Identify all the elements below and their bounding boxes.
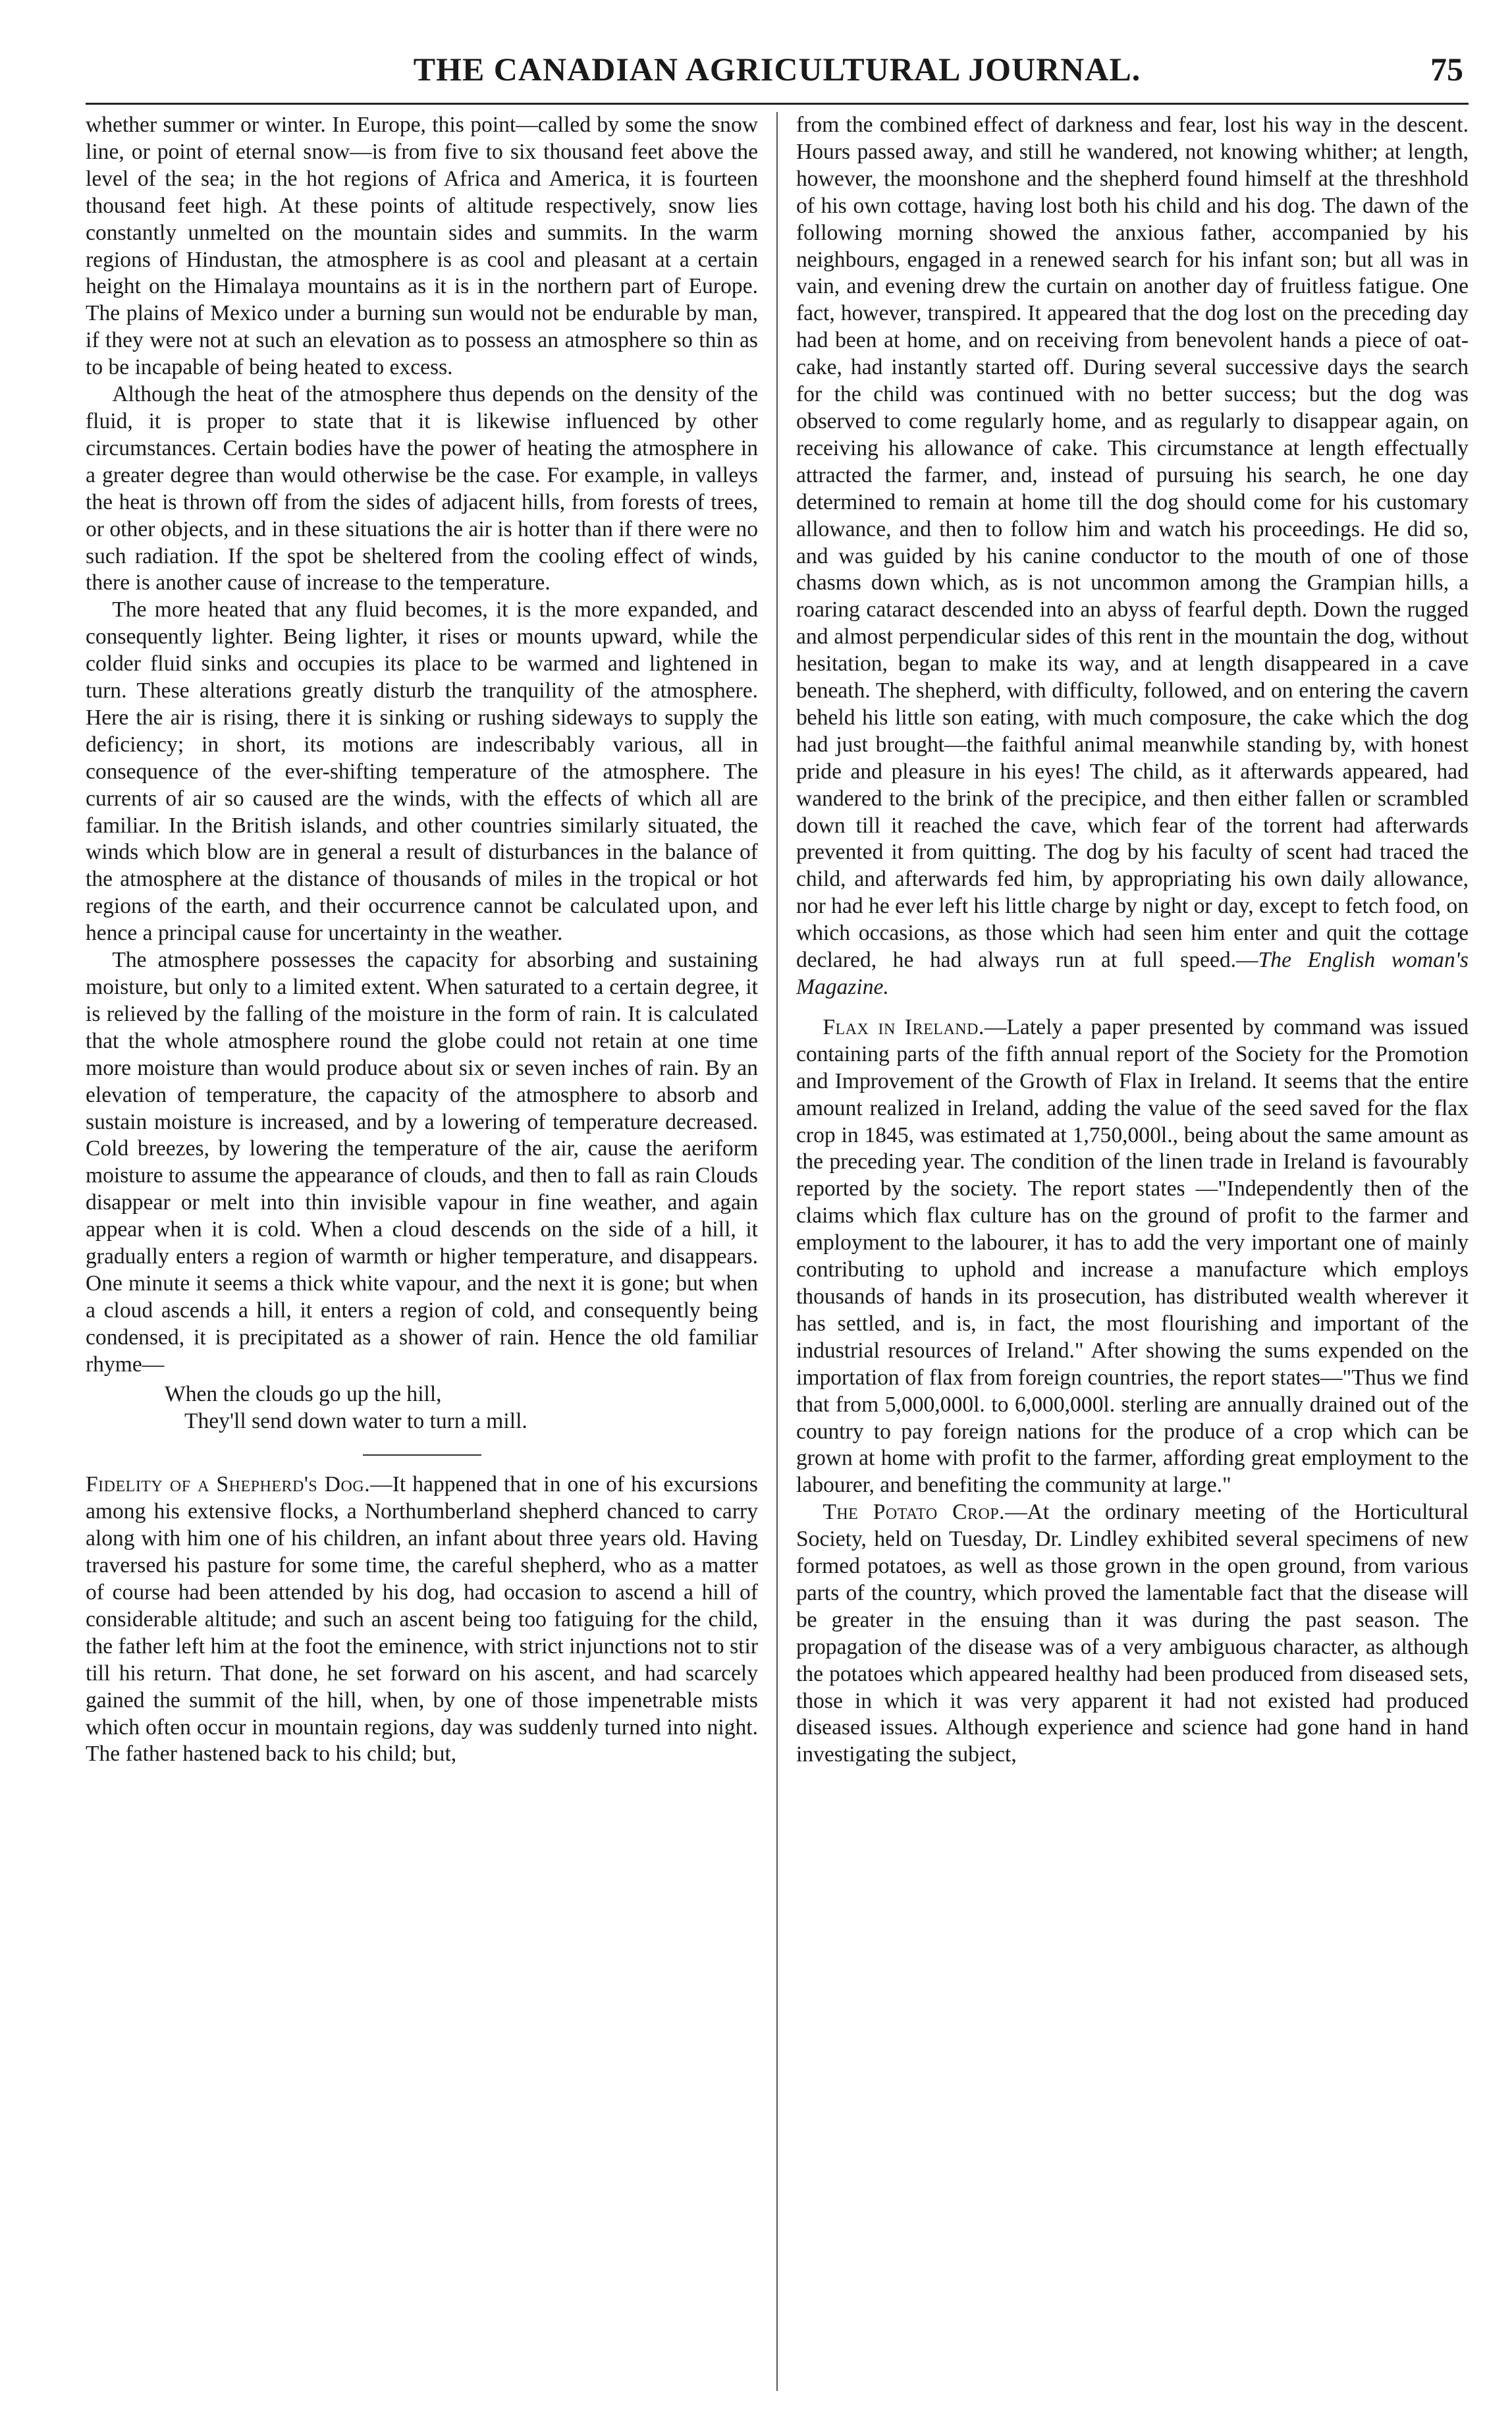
article-body: —It happened that in one of his excursions among his extensive flocks, a Northumberland shepherd chanced to carry along with him one of his children, an infant about three years old. Having traversed his pasture for some time, the careful shepherd, who as a matter of course had been attended by his dog, had occasion to ascend a hill of considerable altitude; and such an ascent being too fatiguing for the child, the father left him at the foot the eminence, with strict injunctions not to stir till his return. That done, he set forward on his ascent, and had scarcely gained the summit of the hill, when, by one of those impenetrable mists which often occur in mountain regions, day was suddenly turned into night. The father hastened back to his child; but, (86, 1472, 758, 1767)
paragraph-shepherd-continued (796, 112, 1469, 1001)
article-source: The English woman's Magazine. (796, 948, 1469, 999)
column-divider (776, 112, 778, 2391)
paragraph-moisture: The atmosphere possesses the capacity for absorbing and sustaining moisture, but only to a limited extent. When saturated to a certain degree, it is relieved by the falling of the moisture in the form of rain. It is calculated that the whole atmosphere round the globe could not retain at one time more moisture than would produce about six or seven inches of rain. By an elevation of temperature, the capacity of the atmosphere to absorb and sustain moisture is increased, and by a lowering of temperature decreased. Cold breezes, by lowering the temperature of the air, cause the aeriform moisture to assume the appearance of clouds, and then to fall as rain Clouds disappear or melt into thin invisible vapour in fine weather, and again appear when it is cold. When a cloud descends on the side of a hill, it gradually enters a region of warmth or higher temperature, and disappears. One minute it seems a thick white vapour, and the next it is gone; but when a cloud ascends a hill, it enters a region of cold, and consequently being condensed, it is precipitated as a shower of rain. Hence the old familiar rhyme— (86, 948, 758, 1377)
paragraph-heat-influence: Although the heat of the atmosphere thus depends on the density of the fluid, it is proper to state that it is likewise influenced by other circumstances. Certain bodies have the power of heating the atmosphere in a greater degree than would otherwise be the case. For example, in valleys the heat is thrown off from the sides of adjacent hills, from forests of trees, or other objects, and in these situations the air is hotter than if there were no such radiation. If the spot be sheltered from the cooling effect of winds, there is another cause of increase to the temperature. (86, 382, 758, 595)
article-body: —At the ordinary meeting of the Horticultural Society, held on Tuesday, Dr. Lindley exhibited several specimens of new formed potatoes, as well as those grown in the open ground, from various parts of the country, which proved the lamentable fact that the disease will be greater in the ensuing than it was during the past season. The propagation of the disease was of a very ambiguous character, as although the potatoes which appeared healthy had been produced from diseased sets, those in which it was very apparent it had not existed had produced diseased issues. Although experience and science had gone hand in hand investigating the subject, (796, 1500, 1469, 1767)
verse-line: When the clouds go up the hill, (165, 1381, 442, 1406)
article-heading: Fidelity of a Shepherd's Dog. (86, 1472, 371, 1497)
article-body: —Lately a paper presented by command was issued containing parts of the fifth annual report of the Society for the Promotion and Improvement of the Growth of Flax in Ireland. It seems that the entire amount realized in Ireland, adding the value of the seed saved for the flax crop in 1845, was estimated at 1,750,000l., being about the same amount as the preceding year. The condition of the linen trade in Ireland is favourably reported by the society. The report states —"Independently then of the claims which flax culture has on the ground of profit to the farmer and employment to the labourer, it has to add the very important one of mainly contributing to uphold and increase a manufacture which employs thousands of hands in its prosecution, has distributed wealth wherever it has settled, and is, in fact, the most flourishing and important of the industrial resources of Ireland." After showing the sums expended on the importation of flax from foreign countries, the report states—"Thus we find that from 5,000,000l. to 6,000,000l. sterling are annually drained out of the country to pay foreign nations for the produce of a crop which can be grown at home with profit to the farmer, affording great employment to the labourer, and benefiting the community at large." (796, 1014, 1469, 1498)
article-heading: The Potato Crop. (823, 1500, 1006, 1525)
article-heading: Flax in Ireland. (823, 1014, 985, 1039)
page-number: 75 (1430, 51, 1463, 88)
paragraph-winds: The more heated that any fluid becomes, it is the more expanded, and consequently lighter. Being lighter, it rises or mounts upward, while the colder fluid sinks and occupies its place to be warmed and lightened in turn. These alterations greatly disturb the tranquility of the atmosphere. Here the air is rising, there it is sinking or rushing sideways to supply the deficiency; in short, its motions are indescribably various, all in consequence of the ever-shifting temperature of the atmosphere. The currents of air so caused are the winds, with the effects of which all are familiar. In the British islands, and other countries similarly situated, the winds which blow are in general a result of disturbances in the balance of the atmosphere at the distance of thousands of miles in the tropical or hot regions of the earth, and their occurrence cannot be calculated upon, and hence a principal cause for uncertainty in the weather. (86, 597, 758, 946)
right-column (796, 112, 1469, 2391)
article-shepherd-dog (86, 1471, 758, 1768)
section-divider (363, 1454, 481, 1456)
rhyme-verse (86, 1381, 758, 1435)
article-potato-crop (796, 1499, 1469, 1769)
verse-line: They'll send down water to turn a mill. (184, 1408, 527, 1433)
spacer (796, 1001, 1469, 1014)
paragraph-snow-line: whether summer or winter. In Europe, this point—called by some the snow line, or point of eternal snow—is from five to six thousand feet above the level of the sea; in the hot regions of Africa and America, it is fourteen thousand feet high. At these points of altitude respectively, snow lies constantly unmelted on the mountain sides and summits. In the warm regions of Hindustan, the atmosphere is as cool and pleasant at a certain height on the Himalaya mountains as it is in the northern part of Europe. The plains of Mexico under a burning sun would not be endurable by man, if they were not at such an elevation as to possess an atmosphere so thin as to be incapable of being heated to excess. (86, 113, 758, 380)
article-body: from the combined effect of darkness and fear, lost his way in the descent. Hours passed away, and still he wandered, not knowing whither; at length, however, the moonshone and the shepherd found himself at the threshhold of his own cottage, having lost both his child and his dog. The dawn of the following morning showed the anxious father, accompanied by his neighbours, engaged in a renewed search for his infant son; but all was in vain, and evening drew the curtain on another day of fruitless fatigue. One fact, however, transpired. It appeared that the dog lost on the preceding day had been at home, and on receiving from benevolent hands a piece of oat-cake, had instantly started off. During several successive days the search for the child was continued with no better success; but the dog was observed to come regularly home, and as regularly to disappear again, on receiving his allowance of cake. This circumstance at length effectually attracted the farmer, and, instead of pursuing his search, he one day determined to remain at home till the dog should come for his customary allowance, and then to follow him and watch his proceedings. He did so, and was guided by his canine conductor to the mouth of one of those chasms down which, as is not uncommon among the Grampian hills, a roaring cataract descended into an abyss of fearful depth. Down the rugged and almost perpendicular sides of this rent in the mountain the dog, without hesitation, began to make its way, and at length disappeared in a cave beneath. The shepherd, with difficulty, followed, and on entering the cavern beheld his little son eating, with much composure, the cake which the dog had just brought—the faithful animal meanwhile standing by, with honest pride and pleasure in his eyes! The child, as it afterwards appeared, had wandered to the brink of the precipice, and then either fallen or scrambled down till it reached the cave, which fear of the torrent had afterwards prevented it from quitting. The dog by his faculty of scent had traced the child, and afterwards fed him, by appropriating his own daily allowance, nor had he ever left his little charge by night or day, except to fetch food, on which occasions, as those which had seen him enter and quit the cottage declared, he had always run at full speed.— (796, 113, 1469, 973)
page-header (86, 46, 1469, 105)
left-column (86, 112, 758, 2391)
article-flax-ireland (796, 1014, 1469, 1499)
text-columns (86, 112, 1469, 2391)
journal-title: THE CANADIAN AGRICULTURAL JOURNAL. (413, 51, 1141, 88)
journal-page (86, 46, 1469, 2391)
